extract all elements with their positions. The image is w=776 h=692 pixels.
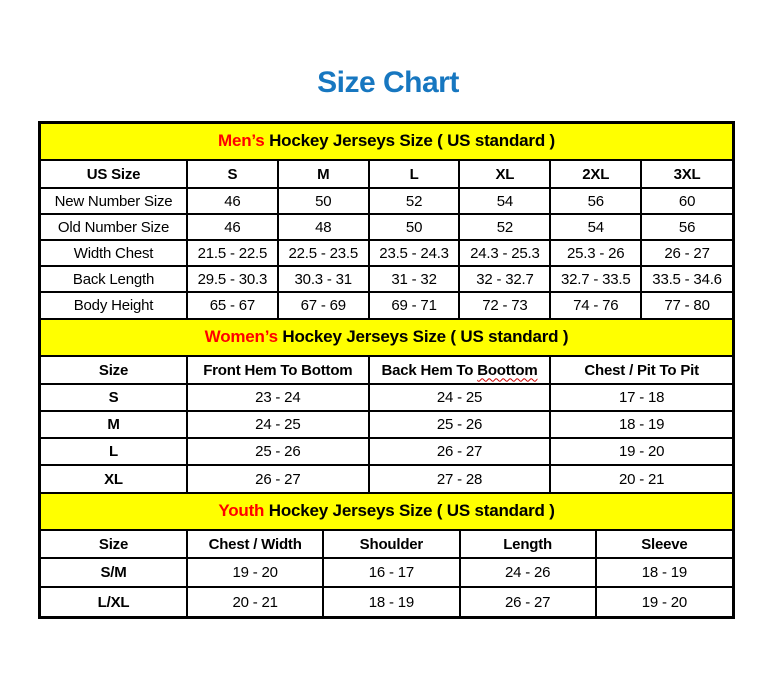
table-row (41, 411, 732, 438)
row-label: Body Height (41, 292, 187, 318)
mens-section-banner (41, 124, 732, 161)
header-row (41, 161, 732, 188)
size-value-cell: 31 - 32 (369, 266, 460, 292)
size-value-cell: 23 - 24 (187, 384, 369, 411)
table-row (41, 188, 732, 214)
size-value-cell: 60 (641, 188, 732, 214)
size-value-cell: 20 - 21 (187, 587, 323, 616)
size-value-cell: 77 - 80 (641, 292, 732, 318)
size-value-cell: 17 - 18 (550, 384, 732, 411)
size-value-cell: 20 - 21 (550, 465, 732, 492)
size-value-cell: 25.3 - 26 (550, 240, 641, 266)
banner-rest-text: Hockey Jerseys Size ( US standard ) (264, 501, 555, 520)
row-label: Old Number Size (41, 214, 187, 240)
size-value-cell: 18 - 19 (596, 558, 732, 587)
header-row (41, 531, 732, 558)
table-row (41, 384, 732, 411)
column-header: XL (459, 161, 550, 188)
column-header: Chest / Pit To Pit (550, 357, 732, 384)
column-header: Shoulder (323, 531, 459, 558)
size-value-cell: 27 - 28 (369, 465, 551, 492)
table-row (41, 438, 732, 465)
size-value-cell: 52 (369, 188, 460, 214)
size-value-cell: 56 (641, 214, 732, 240)
size-value-cell: 52 (459, 214, 550, 240)
size-value-cell: 26 - 27 (187, 465, 369, 492)
size-value-cell: 22.5 - 23.5 (278, 240, 369, 266)
column-header: Length (460, 531, 596, 558)
size-value-cell: 19 - 20 (187, 558, 323, 587)
row-label: XL (41, 465, 187, 492)
header-row (41, 357, 732, 384)
size-value-cell: 32 - 32.7 (459, 266, 550, 292)
size-value-cell: 24 - 26 (460, 558, 596, 587)
column-header: Chest / Width (187, 531, 323, 558)
column-header: Size (41, 357, 187, 384)
row-label: S (41, 384, 187, 411)
size-value-cell: 50 (278, 188, 369, 214)
row-label: M (41, 411, 187, 438)
size-value-cell: 74 - 76 (550, 292, 641, 318)
size-value-cell: 23.5 - 24.3 (369, 240, 460, 266)
banner-highlight-text: Men’s (218, 131, 265, 150)
size-value-cell: 50 (369, 214, 460, 240)
size-value-cell: 33.5 - 34.6 (641, 266, 732, 292)
womens-section-banner (41, 318, 732, 357)
size-value-cell: 69 - 71 (369, 292, 460, 318)
size-value-cell: 24.3 - 25.3 (459, 240, 550, 266)
size-value-cell: 46 (187, 214, 278, 240)
size-value-cell: 48 (278, 214, 369, 240)
size-value-cell: 25 - 26 (369, 411, 551, 438)
size-value-cell: 24 - 25 (187, 411, 369, 438)
size-value-cell: 24 - 25 (369, 384, 551, 411)
column-header: L (369, 161, 460, 188)
size-value-cell: 26 - 27 (460, 587, 596, 616)
table-row (41, 558, 732, 587)
table-row (41, 214, 732, 240)
table-row (41, 266, 732, 292)
size-value-cell: 65 - 67 (187, 292, 278, 318)
size-value-cell: 56 (550, 188, 641, 214)
size-value-cell: 54 (550, 214, 641, 240)
mens-size-table (41, 161, 732, 318)
size-value-cell: 26 - 27 (369, 438, 551, 465)
row-label: S/M (41, 558, 187, 587)
size-value-cell: 32.7 - 33.5 (550, 266, 641, 292)
row-label: Width Chest (41, 240, 187, 266)
row-label: L/XL (41, 587, 187, 616)
size-value-cell: 29.5 - 30.3 (187, 266, 278, 292)
column-header: 3XL (641, 161, 732, 188)
column-header: Back Hem To Boottom (369, 357, 551, 384)
table-row (41, 465, 732, 492)
size-value-cell: 18 - 19 (323, 587, 459, 616)
size-value-cell: 54 (459, 188, 550, 214)
banner-highlight-text: Youth (218, 501, 265, 520)
size-value-cell: 19 - 20 (596, 587, 732, 616)
column-header: 2XL (550, 161, 641, 188)
size-value-cell: 67 - 69 (278, 292, 369, 318)
table-row (41, 292, 732, 318)
size-value-cell: 46 (187, 188, 278, 214)
row-label: New Number Size (41, 188, 187, 214)
column-header: Front Hem To Bottom (187, 357, 369, 384)
column-header: US Size (41, 161, 187, 188)
banner-rest-text: Hockey Jerseys Size ( US standard ) (264, 131, 555, 150)
row-label: Back Length (41, 266, 187, 292)
size-value-cell: 25 - 26 (187, 438, 369, 465)
page-title: Size Chart (317, 66, 459, 99)
column-header: S (187, 161, 278, 188)
size-value-cell: 21.5 - 22.5 (187, 240, 278, 266)
size-value-cell: 19 - 20 (550, 438, 732, 465)
column-header: Sleeve (596, 531, 732, 558)
size-value-cell: 18 - 19 (550, 411, 732, 438)
youth-section-banner (41, 492, 732, 531)
youth-size-table (41, 531, 732, 616)
table-row (41, 587, 732, 616)
column-header: M (278, 161, 369, 188)
womens-size-table (41, 357, 732, 492)
misspelled-word: Boottom (477, 361, 538, 379)
size-value-cell: 30.3 - 31 (278, 266, 369, 292)
size-tables (38, 121, 735, 619)
table-row (41, 240, 732, 266)
size-value-cell: 26 - 27 (641, 240, 732, 266)
column-header: Size (41, 531, 187, 558)
banner-highlight-text: Women’s (204, 327, 278, 346)
size-value-cell: 16 - 17 (323, 558, 459, 587)
banner-rest-text: Hockey Jerseys Size ( US standard ) (277, 327, 569, 346)
row-label: L (41, 438, 187, 465)
size-value-cell: 72 - 73 (459, 292, 550, 318)
